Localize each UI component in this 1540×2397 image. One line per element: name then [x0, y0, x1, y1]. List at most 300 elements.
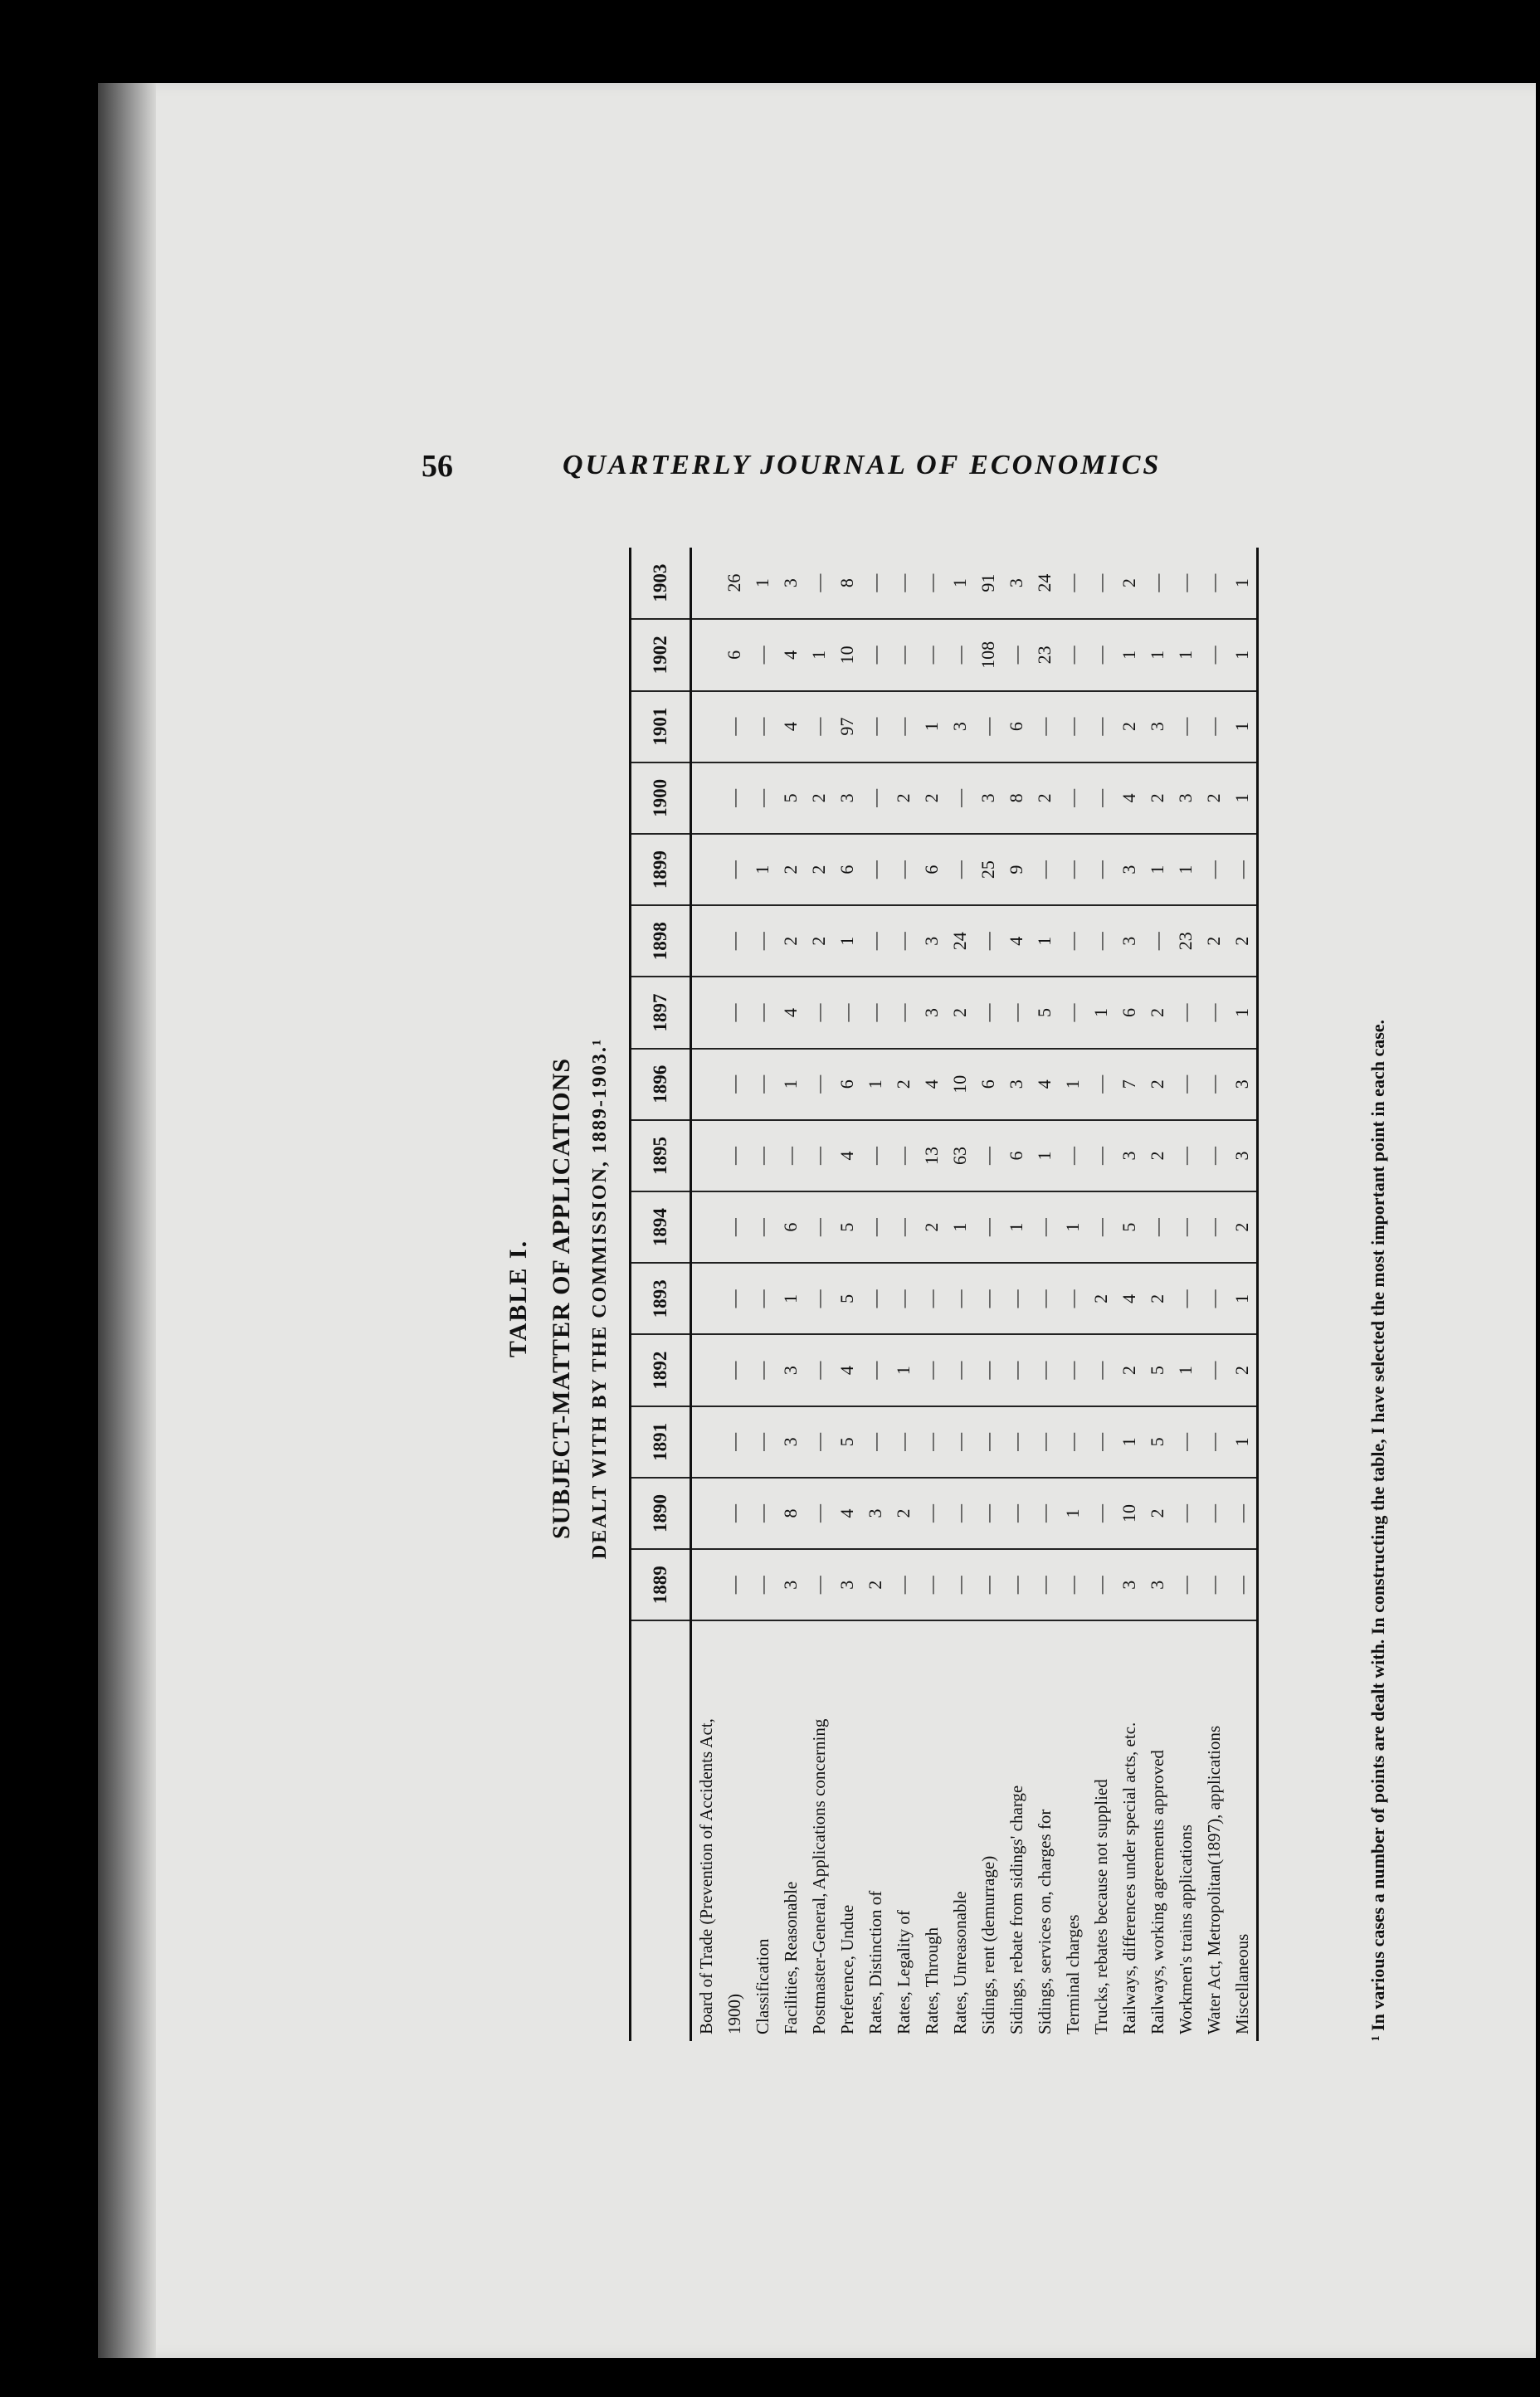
table-cell: —: [720, 977, 748, 1048]
table-cell: 1: [1228, 1406, 1258, 1478]
table-cell: —: [1200, 1049, 1228, 1120]
table-cell: 1: [1228, 762, 1258, 834]
table-cell: —: [1087, 762, 1115, 834]
row-label: [1228, 1620, 1258, 2041]
table-row: [1002, 548, 1031, 2041]
table-cell: 5: [833, 1263, 861, 1334]
table-cell: —: [1002, 1335, 1031, 1406]
row-label-text: Railways, differences under special acts, etc.: [1118, 1722, 1139, 2034]
table-cell: 24: [1031, 548, 1059, 619]
table-cell: 4: [918, 1049, 946, 1120]
row-label-text: Rates, Through: [921, 1927, 942, 2034]
table-cell: 2: [1228, 905, 1258, 977]
row-label: [805, 1620, 833, 2041]
table-cell: 2: [1143, 1478, 1172, 1549]
table-row: [861, 548, 889, 2041]
row-label: [777, 1620, 805, 2041]
table-row: [748, 548, 777, 2041]
table-cell: 2: [946, 977, 974, 1048]
table-cell: —: [805, 548, 833, 619]
table-cell: —: [1172, 1191, 1200, 1263]
table-cell: 5: [1143, 1335, 1172, 1406]
table-cell: —: [861, 977, 889, 1048]
table-cell: 4: [833, 1478, 861, 1549]
table-cell: 4: [1115, 1263, 1143, 1334]
table-cell: —: [889, 1406, 918, 1478]
table-cell: —: [889, 1263, 918, 1334]
table-cell: —: [1031, 1406, 1059, 1478]
table-cell: —: [974, 1406, 1002, 1478]
table-cell: 1: [1115, 1406, 1143, 1478]
table-cell: 3: [1002, 1049, 1031, 1120]
table-label: TABLE I.: [504, 1239, 532, 1358]
table-cell: 1: [777, 1263, 805, 1334]
table-row: [805, 548, 833, 2041]
table-cell: —: [1087, 1335, 1115, 1406]
table-cell: 2: [1228, 1335, 1258, 1406]
table-cell: 3: [777, 1549, 805, 1620]
table-cell: 1: [1059, 1478, 1087, 1549]
table-cell: —: [1087, 1549, 1115, 1620]
table-cell: 5: [1143, 1406, 1172, 1478]
rotated-table-block: [496, 523, 1409, 2074]
table-cell: —: [861, 619, 889, 690]
table-row: [1172, 548, 1200, 2041]
row-label-text: Classification: [752, 1938, 772, 2034]
table-cell: —: [720, 905, 748, 977]
row-label-text: Terminal charges: [1062, 1914, 1083, 2034]
table-cell: —: [946, 619, 974, 690]
row-label: [691, 1620, 721, 2041]
table-cell: —: [1200, 977, 1228, 1048]
table-cell: 8: [833, 548, 861, 619]
table-cell: 2: [1115, 548, 1143, 619]
table-cell: 9: [1002, 834, 1031, 905]
table-cell: —: [1059, 977, 1087, 1048]
table-cell: —: [1031, 1478, 1059, 1549]
table-cell: 1: [1059, 1191, 1087, 1263]
book-spine-shadow: [98, 83, 156, 2358]
table-cell: 2: [1200, 905, 1228, 977]
table-cell: —: [1200, 619, 1228, 690]
table-cell: 2: [1143, 762, 1172, 834]
table-cell: —: [1002, 619, 1031, 690]
table-cell: [691, 548, 721, 619]
table-cell: —: [1059, 619, 1087, 690]
table-cell: —: [889, 1549, 918, 1620]
table-cell: 3: [946, 691, 974, 762]
table-cell: 2: [805, 834, 833, 905]
table-cell: 1: [918, 691, 946, 762]
table-row: [889, 548, 918, 2041]
table-cell: —: [861, 905, 889, 977]
table-cell: —: [918, 1549, 946, 1620]
table-cell: —: [748, 1478, 777, 1549]
table-cell: 4: [777, 977, 805, 1048]
table-cell: —: [1087, 1191, 1115, 1263]
table-cell: 2: [889, 762, 918, 834]
table-cell: —: [1059, 1263, 1087, 1334]
row-label: [946, 1620, 974, 2041]
table-cell: 2: [918, 1191, 946, 1263]
table-cell: 1: [833, 905, 861, 977]
running-header: [422, 448, 1392, 506]
row-label-text: Sidings, services on, charges for: [1034, 1809, 1055, 2034]
table-cell: —: [1172, 1406, 1200, 1478]
table-cell: 3: [1115, 1549, 1143, 1620]
table-cell: [691, 1406, 721, 1478]
table-cell: —: [946, 834, 974, 905]
table-cell: —: [1059, 548, 1087, 619]
table-cell: —: [1200, 548, 1228, 619]
footnote: ¹ In various cases a number of points are dealt with. In constructing the table, I have selected the most important point in each case.: [1367, 1019, 1388, 2041]
table-title: SUBJECT-MATTER OF APPLICATIONS: [548, 1057, 575, 1540]
table-cell: —: [1172, 1549, 1200, 1620]
table-cell: —: [1059, 1549, 1087, 1620]
table-cell: —: [805, 1549, 833, 1620]
table-cell: 4: [777, 619, 805, 690]
table-cell: —: [918, 1406, 946, 1478]
table-cell: 3: [1143, 691, 1172, 762]
table-cell: 3: [918, 977, 946, 1048]
table-cell: [691, 762, 721, 834]
table-row: [720, 548, 748, 2041]
row-label: [748, 1620, 777, 2041]
table-cell: —: [1200, 1191, 1228, 1263]
table-cell: 3: [1228, 1120, 1258, 1191]
table-cell: 3: [974, 762, 1002, 834]
table-cell: 3: [1228, 1049, 1258, 1120]
table-cell: —: [946, 1335, 974, 1406]
table-cell: —: [1087, 1406, 1115, 1478]
table-cell: —: [1172, 1049, 1200, 1120]
table-cell: —: [974, 1549, 1002, 1620]
row-label-text: Workmen's trains applications: [1175, 1825, 1196, 2034]
row-label-text: Sidings, rebate from sidings' charge: [1006, 1785, 1026, 2034]
table-cell: [691, 977, 721, 1048]
table-cell: 2: [889, 1478, 918, 1549]
table-cell: —: [1143, 548, 1172, 619]
table-row: [1143, 548, 1172, 2041]
table-cell: —: [1031, 1549, 1059, 1620]
table-cell: —: [1200, 1406, 1228, 1478]
table-cell: —: [889, 977, 918, 1048]
table-cell: 10: [833, 619, 861, 690]
table-cell: 6: [833, 834, 861, 905]
table-row: [691, 548, 721, 2041]
table-cell: 1: [1087, 977, 1115, 1048]
table-cell: 97: [833, 691, 861, 762]
row-label: [1002, 1620, 1031, 2041]
applications-table: [629, 548, 1259, 2041]
table-cell: —: [861, 1191, 889, 1263]
table-cell: 1: [1143, 619, 1172, 690]
table-cell: —: [1200, 1263, 1228, 1334]
table-cell: —: [1087, 1049, 1115, 1120]
table-cell: 1: [1172, 1335, 1200, 1406]
table-cell: 5: [777, 762, 805, 834]
table-cell: —: [1087, 834, 1115, 905]
table-cell: [691, 1549, 721, 1620]
table-cell: 3: [833, 1549, 861, 1620]
table-cell: [691, 1049, 721, 1120]
row-label-text: Preference, Undue: [836, 1904, 857, 2034]
table-cell: —: [720, 1335, 748, 1406]
table-cell: 5: [1115, 1191, 1143, 1263]
row-label: [1031, 1620, 1059, 2041]
page: [98, 83, 1536, 2358]
table-cell: —: [1200, 1549, 1228, 1620]
table-cell: —: [889, 1191, 918, 1263]
table-cell: 2: [1228, 1191, 1258, 1263]
row-label-text: Postmaster-General, Applications concerning: [808, 1718, 829, 2034]
table-cell: 63: [946, 1120, 974, 1191]
table-cell: —: [1002, 1406, 1031, 1478]
table-cell: —: [974, 1120, 1002, 1191]
table-cell: —: [720, 1263, 748, 1334]
table-cell: 2: [918, 762, 946, 834]
table-cell: 2: [805, 762, 833, 834]
table-cell: —: [1031, 1335, 1059, 1406]
table-cell: 1: [1002, 1191, 1031, 1263]
table-cell: [691, 834, 721, 905]
row-label-text: Trucks, rebates because not supplied: [1090, 1779, 1111, 2034]
table-cell: —: [918, 619, 946, 690]
table-cell: —: [720, 1191, 748, 1263]
table-cell: 2: [1115, 1335, 1143, 1406]
table-cell: 3: [1115, 1120, 1143, 1191]
table-cell: 3: [1002, 548, 1031, 619]
table-cell: —: [1059, 1120, 1087, 1191]
table-cell: —: [974, 1263, 1002, 1334]
table-cell: 6: [1002, 691, 1031, 762]
table-cell: —: [748, 905, 777, 977]
table-cell: —: [1059, 762, 1087, 834]
table-cell: —: [1200, 834, 1228, 905]
table-cell: —: [1087, 691, 1115, 762]
table-cell: 2: [1087, 1263, 1115, 1334]
table-cell: 3: [777, 1335, 805, 1406]
table-cell: —: [974, 1478, 1002, 1549]
table-cell: 1: [946, 1191, 974, 1263]
table-cell: —: [1002, 977, 1031, 1048]
table-cell: —: [805, 1191, 833, 1263]
table-cell: 2: [861, 1549, 889, 1620]
row-label: [720, 1620, 748, 2041]
table-cell: —: [748, 691, 777, 762]
table-cell: —: [1059, 905, 1087, 977]
table-cell: 23: [1172, 905, 1200, 977]
row-label-text: Rates, Distinction of: [865, 1890, 885, 2034]
table-cell: 2: [1143, 977, 1172, 1048]
table-cell: —: [1031, 1191, 1059, 1263]
table-cell: [691, 1478, 721, 1549]
table-cell: 2: [1031, 762, 1059, 834]
table-row: [974, 548, 1002, 2041]
table-cell: 25: [974, 834, 1002, 905]
table-cell: —: [1172, 548, 1200, 619]
table-cell: 10: [946, 1049, 974, 1120]
table-cell: 2: [1143, 1049, 1172, 1120]
table-cell: —: [974, 905, 1002, 977]
table-cell: —: [889, 548, 918, 619]
table-cell: —: [918, 1335, 946, 1406]
table-cell: —: [833, 977, 861, 1048]
table-cell: —: [1002, 1478, 1031, 1549]
table-cell: —: [974, 691, 1002, 762]
table-cell: 1: [946, 548, 974, 619]
table-cell: 1: [889, 1335, 918, 1406]
table-cell: —: [1059, 1335, 1087, 1406]
table-cell: —: [1228, 1478, 1258, 1549]
table-cell: [691, 1120, 721, 1191]
table-cell: 13: [918, 1120, 946, 1191]
table-cell: —: [861, 691, 889, 762]
year-header: 1900: [631, 762, 691, 834]
table-cell: —: [1200, 691, 1228, 762]
table-cell: —: [748, 619, 777, 690]
table-cell: —: [748, 1120, 777, 1191]
row-label: [918, 1620, 946, 2041]
table-cell: —: [748, 977, 777, 1048]
row-label: [1200, 1620, 1228, 2041]
year-header: 1895: [631, 1120, 691, 1191]
table-cell: 1: [748, 834, 777, 905]
table-cell: 6: [1115, 977, 1143, 1048]
table-cell: 2: [777, 905, 805, 977]
table-cell: 1: [1228, 691, 1258, 762]
table-cell: 5: [833, 1191, 861, 1263]
table-cell: 3: [777, 548, 805, 619]
table-cell: 7: [1115, 1049, 1143, 1120]
row-label-text: Miscellaneous: [1231, 1933, 1252, 2034]
table-cell: —: [748, 1549, 777, 1620]
table-cell: —: [720, 834, 748, 905]
table-cell: —: [861, 1263, 889, 1334]
table-cell: 1: [1172, 619, 1200, 690]
table-cell: 4: [777, 691, 805, 762]
table-cell: 1: [1228, 1263, 1258, 1334]
row-label-text: Facilities, Reasonable: [780, 1881, 801, 2034]
table-row: [777, 548, 805, 2041]
table-cell: —: [720, 691, 748, 762]
table-row: [946, 548, 974, 2041]
table-cell: 2: [1200, 762, 1228, 834]
table-cell: 3: [1115, 834, 1143, 905]
table-row: [1087, 548, 1115, 2041]
table-cell: 1: [1059, 1049, 1087, 1120]
table-cell: —: [1143, 905, 1172, 977]
table-cell: —: [889, 1120, 918, 1191]
year-header: 1897: [631, 977, 691, 1048]
table-cell: —: [805, 1263, 833, 1334]
table-cell: 2: [805, 905, 833, 977]
table-cell: —: [1143, 1191, 1172, 1263]
table-cell: —: [889, 691, 918, 762]
table-cell: 3: [777, 1406, 805, 1478]
table-cell: —: [1172, 691, 1200, 762]
row-label: [1172, 1620, 1200, 2041]
page-number: 56: [422, 449, 453, 484]
table-cell: —: [861, 1406, 889, 1478]
table-cell: 1: [1115, 619, 1143, 690]
year-header: 1903: [631, 548, 691, 619]
table-row: [1059, 548, 1087, 2041]
table-cell: —: [805, 1406, 833, 1478]
table-cell: [691, 905, 721, 977]
table-cell: 4: [1031, 1049, 1059, 1120]
year-header: 1898: [631, 905, 691, 977]
table-cell: 91: [974, 548, 1002, 619]
table-cell: —: [918, 1478, 946, 1549]
row-label: [833, 1620, 861, 2041]
journal-title: QUARTERLY JOURNAL OF ECONOMICS: [563, 450, 1162, 480]
row-label: [861, 1620, 889, 2041]
table-header-blank: [631, 1620, 691, 2041]
table-cell: —: [1002, 1549, 1031, 1620]
table-cell: 1: [1228, 977, 1258, 1048]
table-cell: [691, 1263, 721, 1334]
table-cell: —: [720, 1406, 748, 1478]
table-row: [833, 548, 861, 2041]
table-cell: —: [748, 1335, 777, 1406]
row-label: [1115, 1620, 1143, 2041]
table-cell: —: [1200, 1335, 1228, 1406]
year-header: 1891: [631, 1406, 691, 1478]
year-header: 1902: [631, 619, 691, 690]
table-cell: —: [1059, 834, 1087, 905]
table-cell: 6: [1002, 1120, 1031, 1191]
table-cell: 1: [748, 548, 777, 619]
table-cell: [691, 619, 721, 690]
row-label-text: Rates, Unreasonable: [949, 1891, 970, 2034]
table-cell: —: [1031, 691, 1059, 762]
table-cell: 6: [720, 619, 748, 690]
table-cell: 6: [918, 834, 946, 905]
table-cell: 108: [974, 619, 1002, 690]
table-cell: —: [974, 1191, 1002, 1263]
table-cell: 3: [918, 905, 946, 977]
row-label-text: Board of Trade (Prevention of Accidents Act,: [695, 1718, 716, 2034]
table-cell: —: [946, 1263, 974, 1334]
table-cell: —: [777, 1120, 805, 1191]
row-label-text: 1900): [724, 1994, 744, 2034]
table-cell: —: [918, 1263, 946, 1334]
table-cell: —: [1172, 1478, 1200, 1549]
table-cell: —: [918, 548, 946, 619]
table-row: [1228, 548, 1258, 2041]
table-cell: —: [805, 1478, 833, 1549]
table-cell: —: [720, 762, 748, 834]
table-cell: 3: [1115, 905, 1143, 977]
table-cell: —: [720, 1049, 748, 1120]
table-cell: 26: [720, 548, 748, 619]
table-cell: —: [1172, 1263, 1200, 1334]
table-cell: —: [861, 548, 889, 619]
table-cell: —: [1087, 619, 1115, 690]
table-cell: 1: [1031, 1120, 1059, 1191]
table-cell: —: [1059, 691, 1087, 762]
year-header: 1892: [631, 1335, 691, 1406]
table-cell: 1: [1143, 834, 1172, 905]
table-cell: —: [974, 1335, 1002, 1406]
table-cell: 10: [1115, 1478, 1143, 1549]
row-label: [1143, 1620, 1172, 2041]
table-cell: —: [946, 1478, 974, 1549]
table-cell: —: [720, 1478, 748, 1549]
table-cell: 2: [777, 834, 805, 905]
table-cell: 5: [833, 1406, 861, 1478]
